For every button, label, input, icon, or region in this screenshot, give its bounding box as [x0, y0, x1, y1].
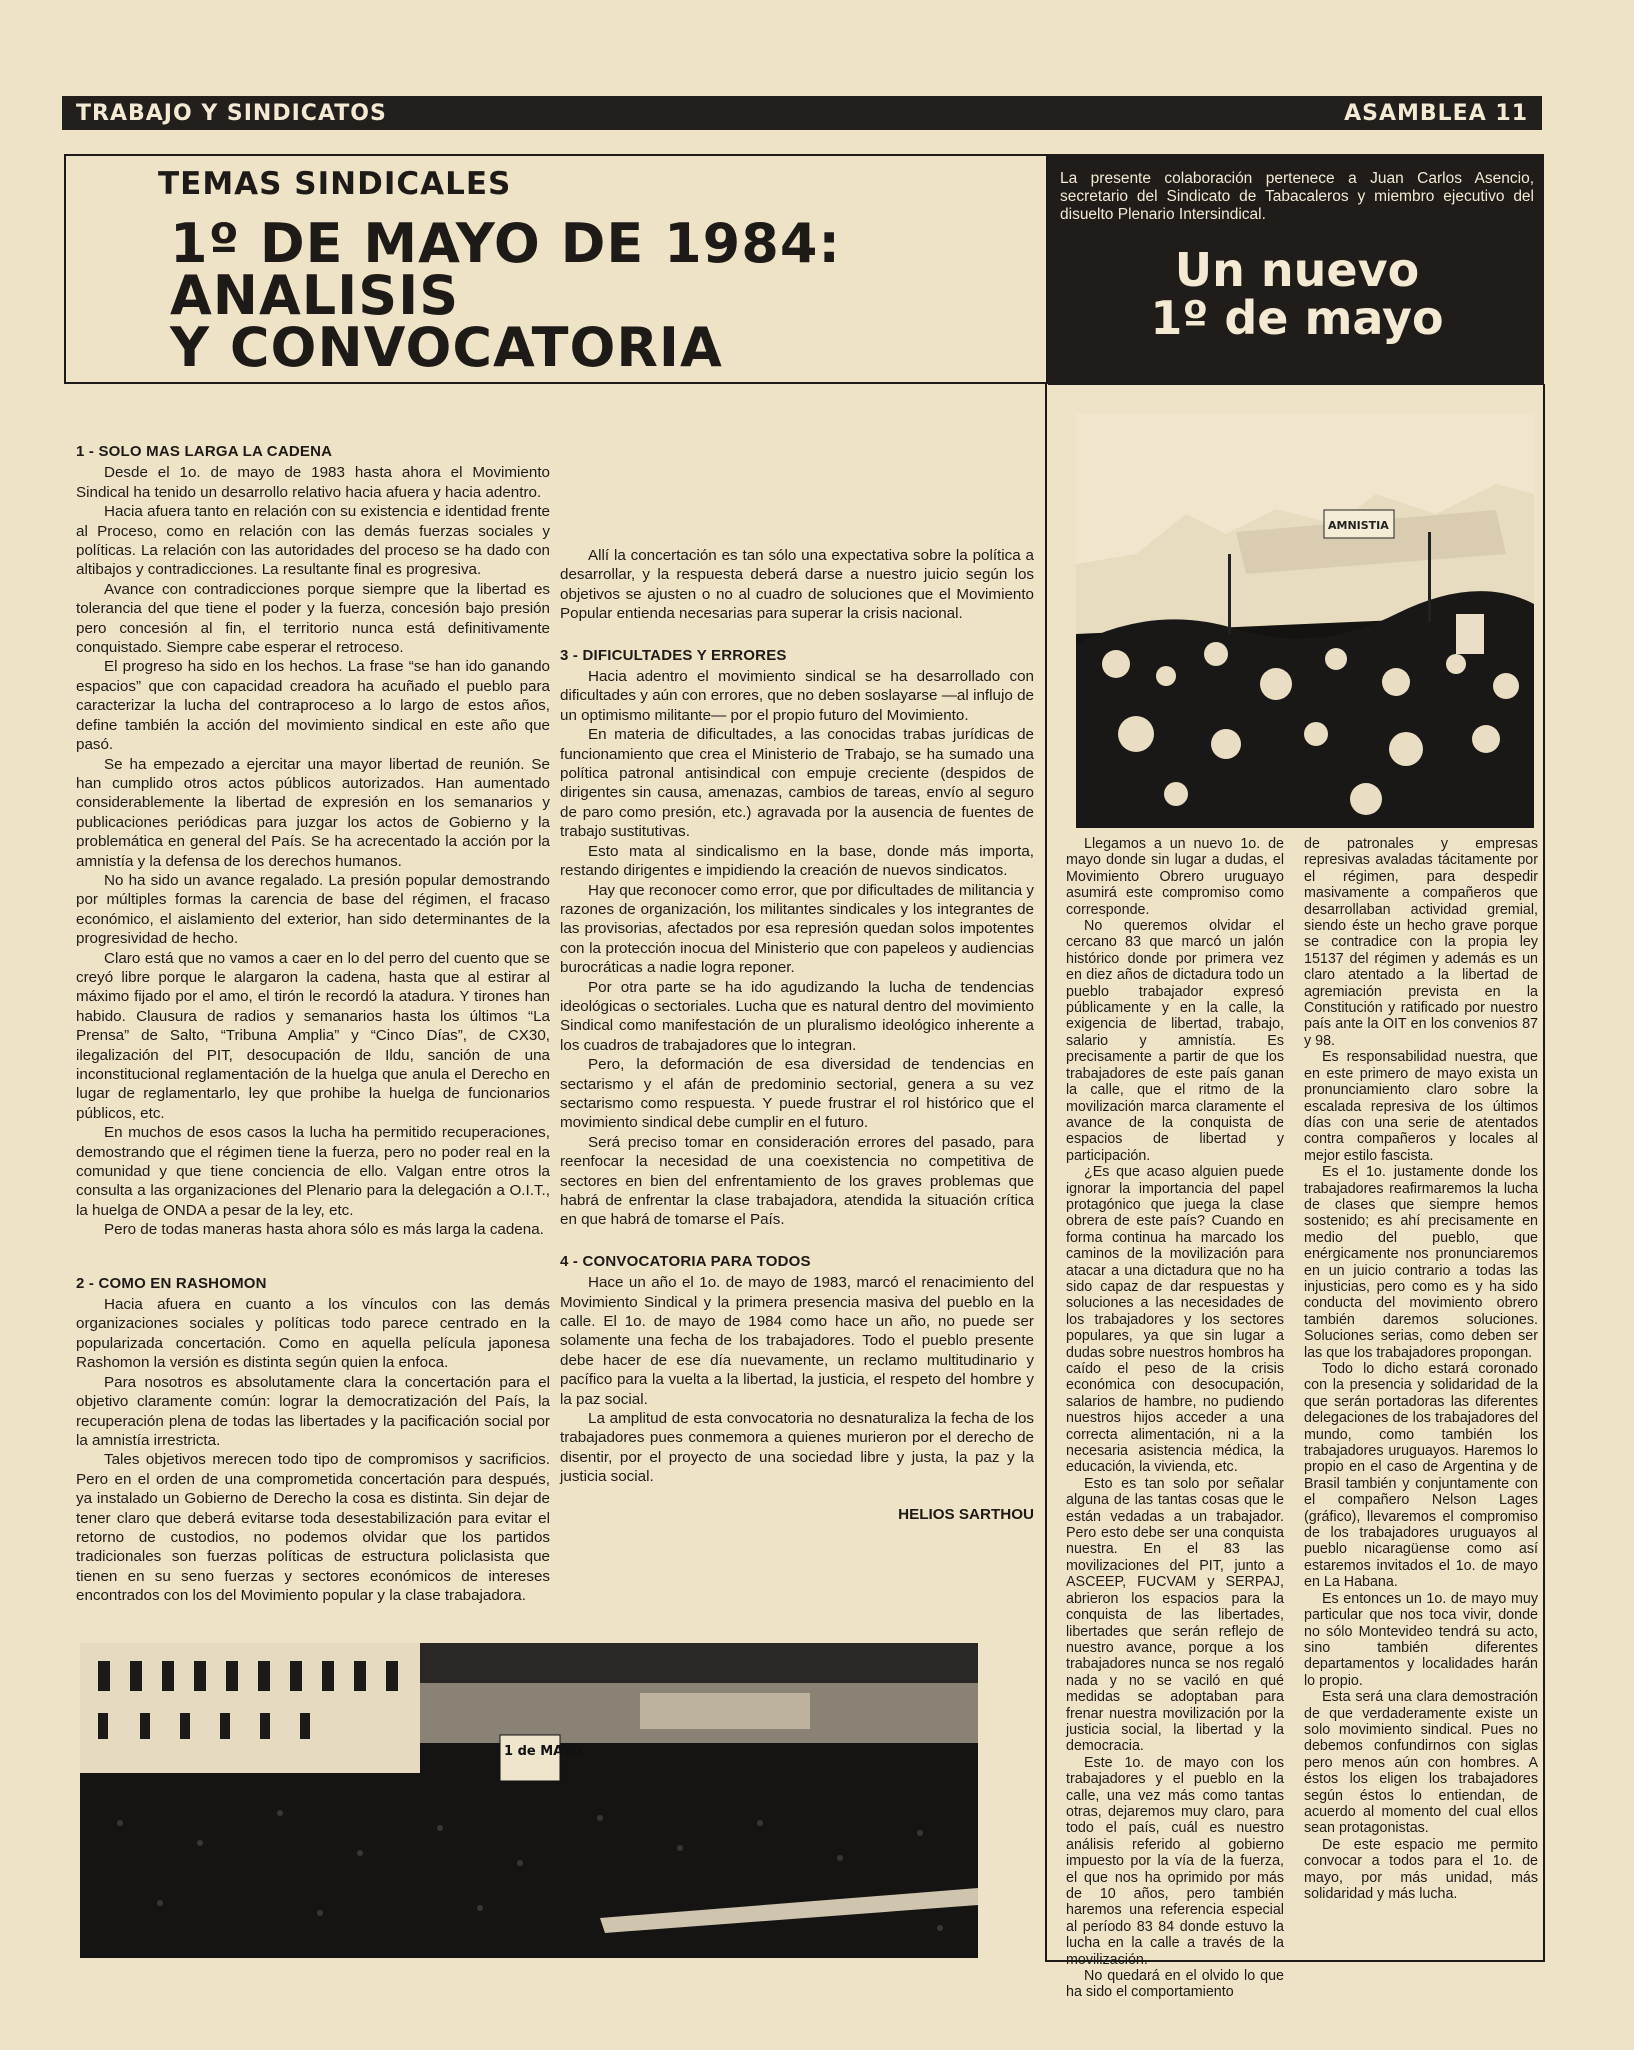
paragraph: Todo lo dicho estará coronado con la presencia y solidaridad de la que serán portadoras las diferentes delegaciones de los trabajadores del mundo, como también los trabajadores uruguayos. Haremos lo propio en el caso de Argentina y de Brasil también y conjuntamente con el compañero Nelson Lages (gráfico), llevaremos el compromiso de los trabajadores uruguayos al pueblo nicaragüense como así estaremos invitados el 1o. de mayo en La Habana.	[1304, 1361, 1538, 1591]
headline-line-3: Y CONVOCATORIA	[170, 316, 723, 379]
paragraph: Este 1o. de mayo con los trabajadores y el pueblo en la calle, una vez más como tantas otras, dejaremos muy claro, para todo el país, cuál es nuestro análisis referido al gobierno impuesto por la vía de la fuerza, el que nos ha oprimido por más de 10 años, pero también haremos una referencia especial al período 83 84 donde estuvo la lucha en la calle a través de la movilización.	[1066, 1754, 1284, 1968]
paragraph: Allí la concertación es tan sólo una expectativa sobre la política a desarrollar, y la respuesta deberá darse a nuestro juicio según los objetivos se ajusten o no al cuadro de soluciones que el Movimiento Popular entienda necesarias para superar la crisis nacional.	[560, 547, 1034, 623]
paragraph: Hay que reconocer como error, que por dificultades de militancia y razones de organización, los militantes sindicales y los integrantes de las provisorias, afectados por esa represión quedan solos impotentes con la protección inocua del Ministerio que con papeleos y audiencias burocráticas a nadie logra reponer.	[560, 881, 1034, 977]
paragraph: Para nosotros es absolutamente clara la concertación para el objetivo claramente común: lograr la democratización del País, la recuperación plena de todas las libertades y la pacificación social por la amnistía irrestricta.	[76, 1373, 550, 1449]
section-3-title: 3 - DIFICULTADES Y ERRORES	[560, 646, 787, 664]
paragraph: Pero, la deformación de esa diversidad de tendencias en sectarismo y el afán de predominio sectorial, genera a su vez sectarismo como respuesta. Y puede frustrar el rol histórico que el movimiento sindical debe cumplir en el futuro.	[560, 1056, 1034, 1132]
paragraph: No queremos olvidar el cercano 83 que marcó un jalón histórico donde por primera vez en diez años de dictadura todo un pueblo trabajador expresó públicamente y en la calle, la exigencia de libertad, trabajo, salario y amnistía. Es precisamente a partir de que los trabajadores de este país ganan la calle, que el ritmo de la movilización marca claramente el avance de la conquista de espacios de libertad y participación.	[1066, 918, 1284, 1164]
crowd-photo-graphic	[80, 1643, 978, 1958]
paragraph: No ha sido un avance regalado. La presión popular demostrando por múltiples formas la carencia de base del régimen, el fracaso económico, el aislamiento del exterior, han sido determinantes de la progresividad de hecho.	[76, 871, 550, 948]
rally-photo	[1076, 414, 1534, 828]
crowd-photo	[80, 1643, 978, 1958]
paragraph: Esto es tan solo por señalar alguna de las tantas cosas que le están vedadas a un trabajador. Pero esto debe ser una conquista nuestra. En el 83 las movilizaciones del PIT, junto a ASCEEP, FUCVAM y SERPAJ, abrieron los espacios para la conquista de las libertades, libertades que serán reflejo de nuestro avance, porque a los trabajadores nunca se nos regaló nada y no se vaciló en qué medidas se adoptaban para frenar nuestra movilización por la justicia social, la libertad y la democracia.	[1066, 1475, 1284, 1755]
section-4-title: 4 - CONVOCATORIA PARA TODOS	[560, 1252, 811, 1270]
side-article-column-1	[1066, 836, 1284, 2001]
banner-text: AMNISTIA	[1328, 519, 1389, 532]
headline	[170, 212, 841, 379]
crowd-sign-text: 1 de MAYO	[504, 1744, 582, 1759]
paragraph: ¿Es que acaso alguien puede ignorar la importancia del papel protagónico que juega la clase obrera de este país? Cuando en forma continua ha marcado los caminos de la movilización para atacar a una dictadura que no ha sido capaz de dar respuestas y soluciones a las necesidades de los trabajadores y los sectores populares, ya que sin lugar a dudas sobre nuestros hombros ha caído el peso de la crisis económica con desocupación, salarios de hambre, no pudiendo nuestros hijos acceder a una correcta alimentación, ni a la necesaria asistencia médica, la educación, la vivienda, etc.	[1066, 1164, 1284, 1476]
article-column-1	[76, 442, 550, 1605]
section-name: TRABAJO Y SINDICATOS	[76, 100, 387, 126]
section-header-bar	[62, 96, 1542, 130]
rally-photo-graphic	[1076, 414, 1534, 828]
paragraph: Hace un año el 1o. de mayo de 1983, marcó el renacimiento del Movimiento Sindical y la primera presencia masiva del pueblo en la calle. El 1o. de mayo de 1984 como hace un año, no puede ser solamente una fecha de los trabajadores. Todo el pueblo presente debe hacer de ese día nuevamente, un reclamo multitudinario y pacífico para la vuelta a la libertad, la justicia, el respeto del hombre y la paz social.	[560, 1274, 1034, 1408]
title-box	[64, 154, 1048, 384]
paragraph: Se ha empezado a ejercitar una mayor libertad de reunión. Se han cumplido otros actos públicos autorizados. Han aumentado considerablemente la libertad de expresión en los semanarios y publicaciones periódicas para juzgar los actos de Gobierno y la problemática en general del País. Se ha acrecentado la acción por la amnistía y la defensa de los derechos humanos.	[76, 755, 550, 870]
column-rule-left	[1045, 384, 1047, 1962]
paragraph: En materia de dificultades, a las conocidas trabas jurídicas de funcionamiento que crea el Ministerio de Trabajo, se ha sumado una política patronal antisindical con empuje creciente (despidos de dirigentes sin causa, amenazas, cambios de tareas, envío al seguro de paro como presión, etc.) agravada por la ausencia de fuentes de trabajo sustitutivas.	[560, 726, 1034, 841]
paragraph: En muchos de esos casos la lucha ha permitido recuperaciones, demostrando que el régimen tiene la fuerza, pero no poder real en la comunidad y que tiene conciencia de ello. Valgan entre otros la consulta a las organizaciones del Plenario para la delegación a O.I.T., la huelga de ONDA a pesar de la ley, etc.	[76, 1124, 550, 1219]
page-label: ASAMBLEA 11	[1344, 100, 1528, 126]
paragraph: Es responsabilidad nuestra, que en este primero de mayo exista un pronunciamiento claro sobre la escalada represiva de los últimos días con una serie de atentados contra compañeros y locales al mejor estilo fascista.	[1304, 1049, 1538, 1164]
paragraph: Pero de todas maneras hasta ahora sólo es más larga la cadena.	[104, 1221, 544, 1239]
sidebar-title	[1060, 243, 1534, 345]
paragraph: Desde el 1o. de mayo de 1983 hasta ahora el Movimiento Sindical ha tenido un desarrollo relativo hacia afuera y hacia adentro.	[76, 464, 550, 501]
paragraph: Por otra parte se ha ido agudizando la lucha de tendencias ideológicas o sectoriales. Lucha que es natural dentro del movimiento Sindical como manifestación de un pluralismo ideológico inherente a los cuadros de trabajadores que lo integran.	[560, 978, 1034, 1054]
headline-line-2: ANALISIS	[170, 264, 460, 327]
paragraph: Avance con contradicciones porque siempre que la libertad es tolerancia del que tiene el poder y la fuerza, concesión bajo presión pero concesión al fin, el territorio nunca está definitivamente conquistado. Siempre cabe esperar el retroceso.	[76, 580, 550, 657]
paragraph: de patronales y empresas represivas avaladas tácitamente por el régimen, para despedir masivamente a compañeros que desarrollaban actividad gremial, siendo éste un hecho grave porque se contradice con la propia ley 15137 del régimen y además es un claro atentado a la libertad de agremiación prevista en la Constitución y ratificado por nuestro país ante la OIT en los convenios 87 y 98.	[1304, 836, 1538, 1049]
sidebar-title-line-1: Un nuevo	[1174, 243, 1420, 297]
paragraph: Esta será una clara demostración de que verdaderamente existe un solo movimiento sindical. Pues no debemos confundirnos con siglas pero menos aún con hombres. A éstos los eligen los trabajadores según éstos lo entiendan, de acuerdo al momento del cual ellos sean protagonistas.	[1304, 1689, 1538, 1837]
paragraph: Esto mata al sindicalismo en la base, donde más importa, restando dirigentes e impidiendo la creación de nuevos sindicatos.	[560, 842, 1034, 880]
paragraph: Tales objetivos merecen todo tipo de compromisos y sacrificios. Pero en el orden de una comprometida concertación para después, ya instalado un Gobierno de Derecho la cosa es distinta. Sin dejar de tener claro que deberá evitarse toda desestabilización para evitar el retorno de custodios, no podemos olvidar que los partidos tradicionales son fuerzas políticas de estructura policlasista que tienen en su seno fuerzas y sectores económicos de intereses encontrados con los del Movimiento popular y la clase trabajadora.	[76, 1451, 550, 1605]
paragraph: De este espacio me permito convocar a todos para el 1o. de mayo, por más unidad, más solidaridad y más lucha.	[1304, 1836, 1538, 1902]
kicker: TEMAS SINDICALES	[158, 166, 512, 202]
paragraph: Claro está que no vamos a caer en lo del perro del cuento que se creyó libre porque le alargaron la cadena, hasta que al estirar al máximo fijado por el amo, el tirón le recordó la atadura. Y tirones han habido. Clausura de radios y semanarios hasta los últimos “La Prensa” de Salto, “Tribuna Amplia” y “Cinco Días”, de CX30, ilegalización del PIT, desocupación de Ildu, sanción de una inconstitucional reglamentación de la huelga que anula el Derecho en lugar de reglamentarlo, ley que prohibe la huelga de funcionarios públicos, etc.	[76, 949, 550, 1122]
paragraph: Hacia afuera en cuanto a los vínculos con las demás organizaciones sociales y políticas todo parece centrado en la popularizada concertación. Como en aquella película japonesa Rashomon la versión es distinta según quien la enfoca.	[76, 1296, 550, 1372]
headline-line-1: 1º DE MAYO DE 1984:	[170, 212, 841, 275]
paragraph: La amplitud de esta convocatoria no desnaturaliza la fecha de los trabajadores pues conmemora a quienes murieron por el derecho de disentir, por el proyecto de una sociedad libre y justa, la paz y la justicia social.	[560, 1410, 1034, 1486]
paragraph: Hacia adentro el movimiento sindical se ha desarrollado con dificultades y aún con errores, que no deben soslayarse —al influjo de un optimismo militante— por el propio futuro del Movimiento.	[560, 668, 1034, 724]
paragraph: Es el 1o. justamente donde los trabajadores reafirmaremos la lucha de clases que siempre hemos sostenido; es ahí precisamente en medio del pueblo, que enérgicamente nos pronunciaremos en un juicio contrario a todas las injusticias, pero como es y ha sido conducta del movimiento obrero también daremos soluciones. Soluciones serias, como deben ser las que los trabajadores propongan.	[1304, 1164, 1538, 1361]
sidebar-intro: La presente colaboración pertenece a Juan Carlos Asencio, secretario del Sindicato de Tabacaleros y miembro ejecutivo del disuelto Plenario Intersindical.	[1060, 170, 1534, 223]
article-column-2	[560, 430, 1034, 1524]
sidebar-title-box	[1048, 154, 1544, 385]
paragraph: Hacia afuera tanto en relación con su existencia e identidad frente al Proceso, como en relación con las demás fuerzas sociales y políticas. La relación con las autoridades del proceso se ha dado con altibajos y contradicciones. La resultante final es progresiva.	[76, 503, 550, 579]
section-2-title: 2 - COMO EN RASHOMON	[76, 1274, 267, 1292]
paragraph: No quedará en el olvido lo que ha sido el comportamiento	[1066, 1968, 1284, 2001]
paragraph: El progreso ha sido en los hechos. La frase “se han ido ganando espacios” que con capacidad creadora ha acuñado el pueblo para caracterizar la lucha del contraproceso a lo largo de estos años, define también la acción del movimiento sindical en este año que pasó.	[76, 658, 550, 754]
column-rule-right	[1543, 384, 1545, 1962]
side-article-column-2	[1304, 836, 1538, 1902]
author-signature: HELIOS SARTHOU	[898, 1505, 1034, 1523]
sidebar-title-line-2: 1º de mayo	[1150, 291, 1444, 345]
paragraph: Llegamos a un nuevo 1o. de mayo donde sin lugar a dudas, el Movimiento Obrero uruguayo asumirá este compromiso como corresponde.	[1066, 836, 1284, 918]
paragraph: Será preciso tomar en consideración errores del pasado, para reenfocar la necesidad de una coexistencia no competitiva de sectores en bien del enfrentamiento de los graves problemas que habrá de enfrentar la clase trabajadora, atendida la situación crítica en que habrá de tomarse el País.	[560, 1133, 1034, 1229]
section-1-title: 1 - SOLO MAS LARGA LA CADENA	[76, 443, 333, 460]
paragraph: Es entonces un 1o. de mayo muy particular que nos toca vivir, donde no sólo Montevideo tendrá su acto, sino también diferentes departamentos y localidades harán lo propio.	[1304, 1590, 1538, 1689]
